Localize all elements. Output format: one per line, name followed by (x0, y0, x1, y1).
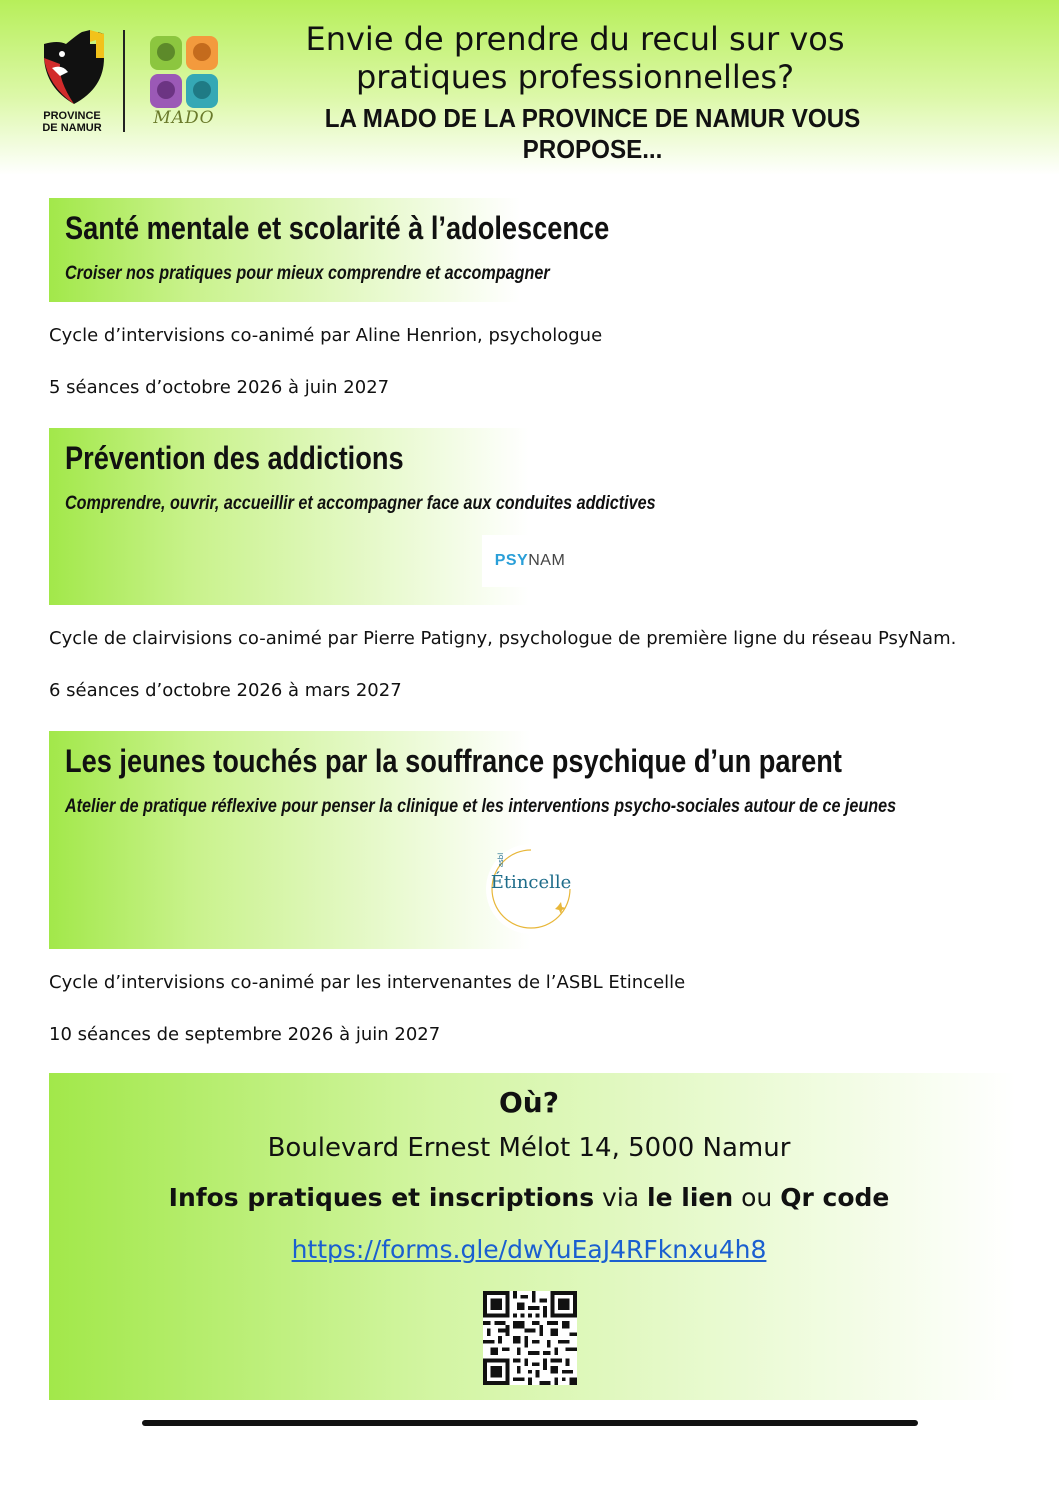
mado-logo-icon (146, 32, 222, 114)
psynam-logo (482, 535, 578, 587)
location-title: Où? (499, 1086, 559, 1119)
province-logo-text: PROVINCE DE NAMUR (42, 110, 102, 134)
cycle-description: Cycle d’intervisions co-animé par les intervenantes de l’ASBL Etincelle (49, 972, 686, 993)
cycle-title: Santé mentale et scolarité à l’adolescence (65, 210, 610, 246)
etincelle-logo-text: Étincelle (490, 872, 572, 893)
registration-info-via: via (594, 1183, 648, 1212)
registration-info-bold: Infos pratiques et inscriptions (168, 1183, 595, 1212)
header-title-line1: Envie de prendre du recul sur vos (305, 20, 845, 58)
cycle-subtitle: Atelier de pratique réflexive pour penser la clinique et les interventions psycho-sociales autour de ce jeunes (65, 796, 897, 817)
header-subtitle: LA MADO DE LA PROVINCE DE NAMUR VOUS PROPOSE... (324, 103, 861, 164)
registration-info-link-label: le lien (647, 1183, 734, 1212)
registration-info-qr-label: Qr code (780, 1183, 890, 1212)
logo-divider (123, 30, 125, 132)
etincelle-logo (486, 844, 576, 934)
cycle-card-1 (49, 198, 610, 302)
etincelle-asbl-text: asbl (497, 852, 506, 868)
bottom-divider (142, 1420, 918, 1426)
cycle-sessions: 10 séances de septembre 2026 à juin 2027 (49, 1024, 441, 1045)
psynam-logo-part2: NAM (528, 552, 566, 569)
cycle-title: Les jeunes touchés par la souffrance psychique d’un parent (65, 743, 842, 779)
cycle-description: Cycle de clairvisions co-animé par Pierre Patigny, psychologue de première ligne du réseau PsyNam. (49, 628, 957, 649)
location-card (49, 1073, 1016, 1400)
registration-info (49, 1183, 1009, 1212)
cycle-subtitle: Croiser nos pratiques pour mieux comprendre et accompagner (65, 263, 550, 284)
cycle-title: Prévention des addictions (65, 440, 404, 476)
qr-code-icon[interactable] (483, 1291, 577, 1385)
cycle-subtitle: Comprendre, ouvrir, accueillir et accompagner face aux conduites addictives (65, 493, 656, 514)
cycle-sessions: 6 séances d’octobre 2026 à mars 2027 (49, 680, 402, 701)
registration-link[interactable]: https://forms.gle/dwYuEaJ4RFknxu4h8 (291, 1235, 767, 1264)
cycle-card-2 (49, 428, 656, 605)
registration-info-or: ou (733, 1183, 781, 1212)
cycle-card-3 (49, 731, 897, 949)
psynam-logo-part1: PSY (494, 552, 529, 569)
cycle-description: Cycle d’intervisions co-animé par Aline Henrion, psychologue (49, 325, 603, 346)
header-title-line2: pratiques professionnelles? (355, 58, 795, 96)
mado-logo-text: MADO (153, 108, 215, 128)
location-address: Boulevard Ernest Mélot 14, 5000 Namur (267, 1133, 791, 1163)
province-namur-logo-icon (38, 28, 108, 108)
cycle-sessions: 5 séances d’octobre 2026 à juin 2027 (49, 377, 390, 398)
